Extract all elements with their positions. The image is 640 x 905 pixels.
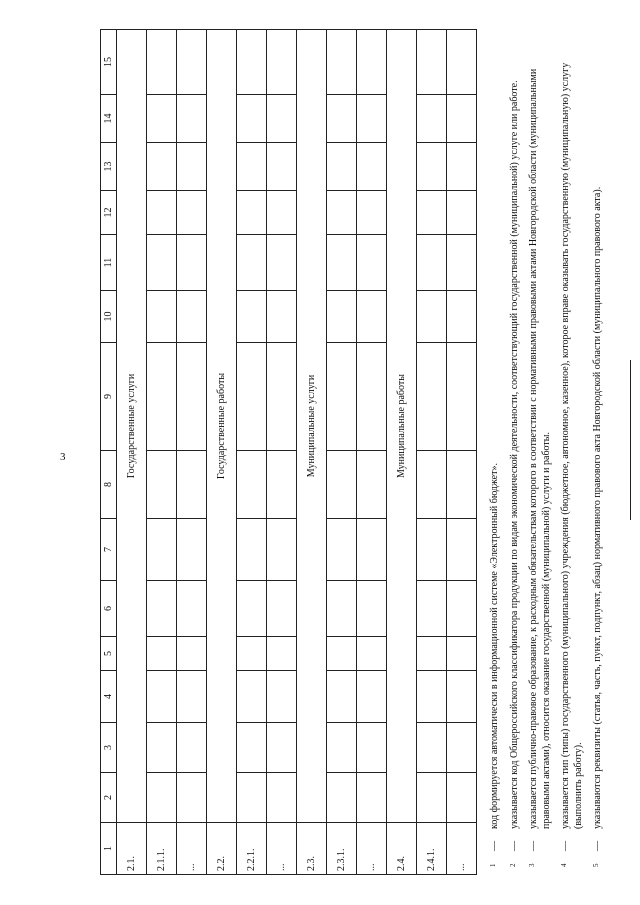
empty-cell (177, 519, 207, 581)
row-number-cell: 2.4.1. (417, 823, 447, 875)
empty-cell (417, 235, 447, 291)
empty-cell (327, 637, 357, 671)
empty-cell (177, 343, 207, 451)
empty-cell (147, 235, 177, 291)
footnote-dash: — (508, 841, 520, 851)
rotated-page-content (100, 30, 603, 875)
column-number-header: 4 (101, 671, 117, 723)
empty-cell (327, 581, 357, 637)
footnote-marker: 1 (489, 863, 497, 867)
empty-cell (267, 95, 297, 143)
empty-cell (357, 637, 387, 671)
empty-cell (237, 343, 267, 451)
empty-cell (177, 581, 207, 637)
empty-cell (417, 95, 447, 143)
empty-cell (267, 235, 297, 291)
empty-cell (147, 519, 177, 581)
empty-cell (267, 291, 297, 343)
column-number-header: 1 (101, 823, 117, 875)
empty-cell (447, 143, 477, 191)
empty-cell (327, 95, 357, 143)
footnote-text: код формируется автоматически в информационной системе «Электронный бюджет». (489, 463, 500, 829)
row-number-cell: ... (177, 823, 207, 875)
column-number-header: 3 (101, 723, 117, 773)
empty-cell (177, 723, 207, 773)
empty-cell (357, 723, 387, 773)
empty-cell (417, 671, 447, 723)
empty-cell (447, 343, 477, 451)
empty-cell (357, 143, 387, 191)
empty-cell (417, 773, 447, 823)
empty-cell (327, 723, 357, 773)
empty-cell (447, 451, 477, 519)
section-label-cell: Государственные работы (207, 30, 237, 823)
empty-cell (417, 30, 447, 95)
empty-cell (147, 451, 177, 519)
section-label-cell: Государственные услуги (117, 30, 147, 823)
empty-cell (237, 191, 267, 235)
footnote-text: указываются реквизиты (статья, часть, пункт, подпункт, абзац) нормативного правового акта Новгородской области (муниципального правового акта). (592, 186, 603, 829)
footnote-dash: — (560, 841, 571, 851)
table-row (117, 30, 147, 875)
empty-cell (447, 773, 477, 823)
table-row (297, 30, 327, 875)
empty-cell (147, 291, 177, 343)
row-number-cell: 2.1. (117, 823, 147, 875)
row-number-cell: ... (267, 823, 297, 875)
empty-cell (147, 723, 177, 773)
empty-cell (267, 143, 297, 191)
empty-cell (237, 773, 267, 823)
column-number-header: 12 (101, 191, 117, 235)
empty-cell (357, 773, 387, 823)
empty-cell (327, 451, 357, 519)
empty-cell (177, 143, 207, 191)
footnote-item (528, 47, 553, 867)
empty-cell (357, 30, 387, 95)
empty-cell (357, 343, 387, 451)
empty-cell (177, 30, 207, 95)
empty-cell (147, 581, 177, 637)
empty-cell (447, 581, 477, 637)
empty-cell (447, 30, 477, 95)
empty-cell (357, 451, 387, 519)
empty-cell (147, 95, 177, 143)
empty-cell (147, 191, 177, 235)
column-number-header: 15 (101, 30, 117, 95)
empty-cell (237, 95, 267, 143)
column-number-header: 7 (101, 519, 117, 581)
empty-cell (147, 30, 177, 95)
row-number-cell: 2.2.1. (237, 823, 267, 875)
empty-cell (327, 773, 357, 823)
empty-cell (147, 343, 177, 451)
footnotes (489, 47, 612, 867)
empty-cell (237, 30, 267, 95)
empty-cell (327, 671, 357, 723)
empty-cell (267, 671, 297, 723)
empty-cell (237, 671, 267, 723)
empty-cell (357, 191, 387, 235)
empty-cell (327, 519, 357, 581)
empty-cell (267, 773, 297, 823)
empty-cell (267, 191, 297, 235)
table-row (417, 30, 447, 875)
table-row (447, 30, 477, 875)
bottom-separator-line (630, 360, 631, 520)
table-row (327, 30, 357, 875)
empty-cell (447, 671, 477, 723)
empty-cell (327, 235, 357, 291)
table-row (357, 30, 387, 875)
empty-cell (357, 671, 387, 723)
footnote-item (560, 47, 585, 867)
column-number-header: 2 (101, 773, 117, 823)
empty-cell (447, 95, 477, 143)
empty-cell (237, 451, 267, 519)
empty-cell (417, 519, 447, 581)
empty-cell (177, 191, 207, 235)
table-row (177, 30, 207, 875)
row-number-cell: 2.3.1. (327, 823, 357, 875)
empty-cell (177, 637, 207, 671)
empty-cell (417, 143, 447, 191)
table-row (387, 30, 417, 875)
empty-cell (267, 723, 297, 773)
page-number: 3 (60, 451, 66, 463)
empty-cell (267, 451, 297, 519)
footnote-text: указывается код Общероссийского классификатора продукции по видам экономической деятельности, соответствующий государственной (муниципальной) услуге или работе. (508, 80, 520, 829)
empty-cell (237, 235, 267, 291)
empty-cell (417, 291, 447, 343)
empty-cell (237, 143, 267, 191)
footnote-marker: 4 (560, 863, 568, 867)
empty-cell (267, 30, 297, 95)
row-number-cell: 2.2. (207, 823, 237, 875)
footnote-dash: — (592, 841, 603, 851)
empty-cell (327, 191, 357, 235)
table-row (237, 30, 267, 875)
row-number-cell: 2.1.1. (147, 823, 177, 875)
empty-cell (177, 671, 207, 723)
register-table (100, 29, 477, 875)
empty-cell (147, 773, 177, 823)
row-number-cell: 2.3. (297, 823, 327, 875)
empty-cell (357, 235, 387, 291)
column-number-header: 9 (101, 343, 117, 451)
empty-cell (447, 291, 477, 343)
empty-cell (147, 143, 177, 191)
empty-cell (447, 519, 477, 581)
empty-cell (327, 291, 357, 343)
footnote-marker: 3 (528, 863, 536, 867)
footnote-dash: — (528, 841, 539, 851)
footnote-text: указывается публично-правовое образование, к расходным обязательствам которого в соответствии с нормативными правовыми актами Новгородской области (муниципальными правовыми актами), относится оказание государственной (муниципальной) услуги и работы. (528, 68, 552, 829)
column-number-header: 6 (101, 581, 117, 637)
column-number-header: 11 (101, 235, 117, 291)
empty-cell (177, 451, 207, 519)
footnote-item (509, 47, 522, 867)
empty-cell (447, 191, 477, 235)
empty-cell (417, 343, 447, 451)
empty-cell (447, 235, 477, 291)
row-number-cell: 2.4. (387, 823, 417, 875)
empty-cell (357, 95, 387, 143)
table-row (147, 30, 177, 875)
column-number-header: 10 (101, 291, 117, 343)
empty-cell (417, 191, 447, 235)
column-number-header: 8 (101, 451, 117, 519)
empty-cell (417, 637, 447, 671)
empty-cell (327, 30, 357, 95)
empty-cell (237, 291, 267, 343)
empty-cell (267, 581, 297, 637)
footnote-item (489, 47, 502, 867)
footnote-text: указывается тип (типы) государственного (муниципального) учреждения (бюджетное, автономное, казенное), которое вправе оказывать государственную (муниципальную) услугу (выполнить работу). (560, 62, 584, 829)
empty-cell (267, 519, 297, 581)
empty-cell (357, 581, 387, 637)
column-number-header: 14 (101, 95, 117, 143)
empty-cell (327, 343, 357, 451)
row-number-cell: ... (447, 823, 477, 875)
empty-cell (447, 723, 477, 773)
empty-cell (177, 773, 207, 823)
section-label-cell: Муниципальные услуги (297, 30, 327, 823)
column-number-header: 5 (101, 637, 117, 671)
empty-cell (357, 291, 387, 343)
empty-cell (177, 235, 207, 291)
empty-cell (177, 95, 207, 143)
empty-cell (447, 637, 477, 671)
empty-cell (357, 519, 387, 581)
section-label-cell: Муниципальные работы (387, 30, 417, 823)
table-row (207, 30, 237, 875)
footnote-marker: 5 (592, 863, 600, 867)
empty-cell (417, 451, 447, 519)
footnote-marker: 2 (508, 863, 517, 867)
empty-cell (417, 581, 447, 637)
empty-cell (177, 291, 207, 343)
empty-cell (267, 343, 297, 451)
empty-cell (237, 723, 267, 773)
empty-cell (147, 637, 177, 671)
footnote-item (592, 47, 605, 867)
column-number-header: 13 (101, 143, 117, 191)
empty-cell (237, 637, 267, 671)
empty-cell (327, 143, 357, 191)
table-header-row (101, 30, 117, 875)
empty-cell (417, 723, 447, 773)
row-number-cell: ... (357, 823, 387, 875)
empty-cell (267, 637, 297, 671)
empty-cell (237, 519, 267, 581)
empty-cell (147, 671, 177, 723)
footnote-dash: — (489, 841, 500, 851)
empty-cell (237, 581, 267, 637)
table-row (267, 30, 297, 875)
